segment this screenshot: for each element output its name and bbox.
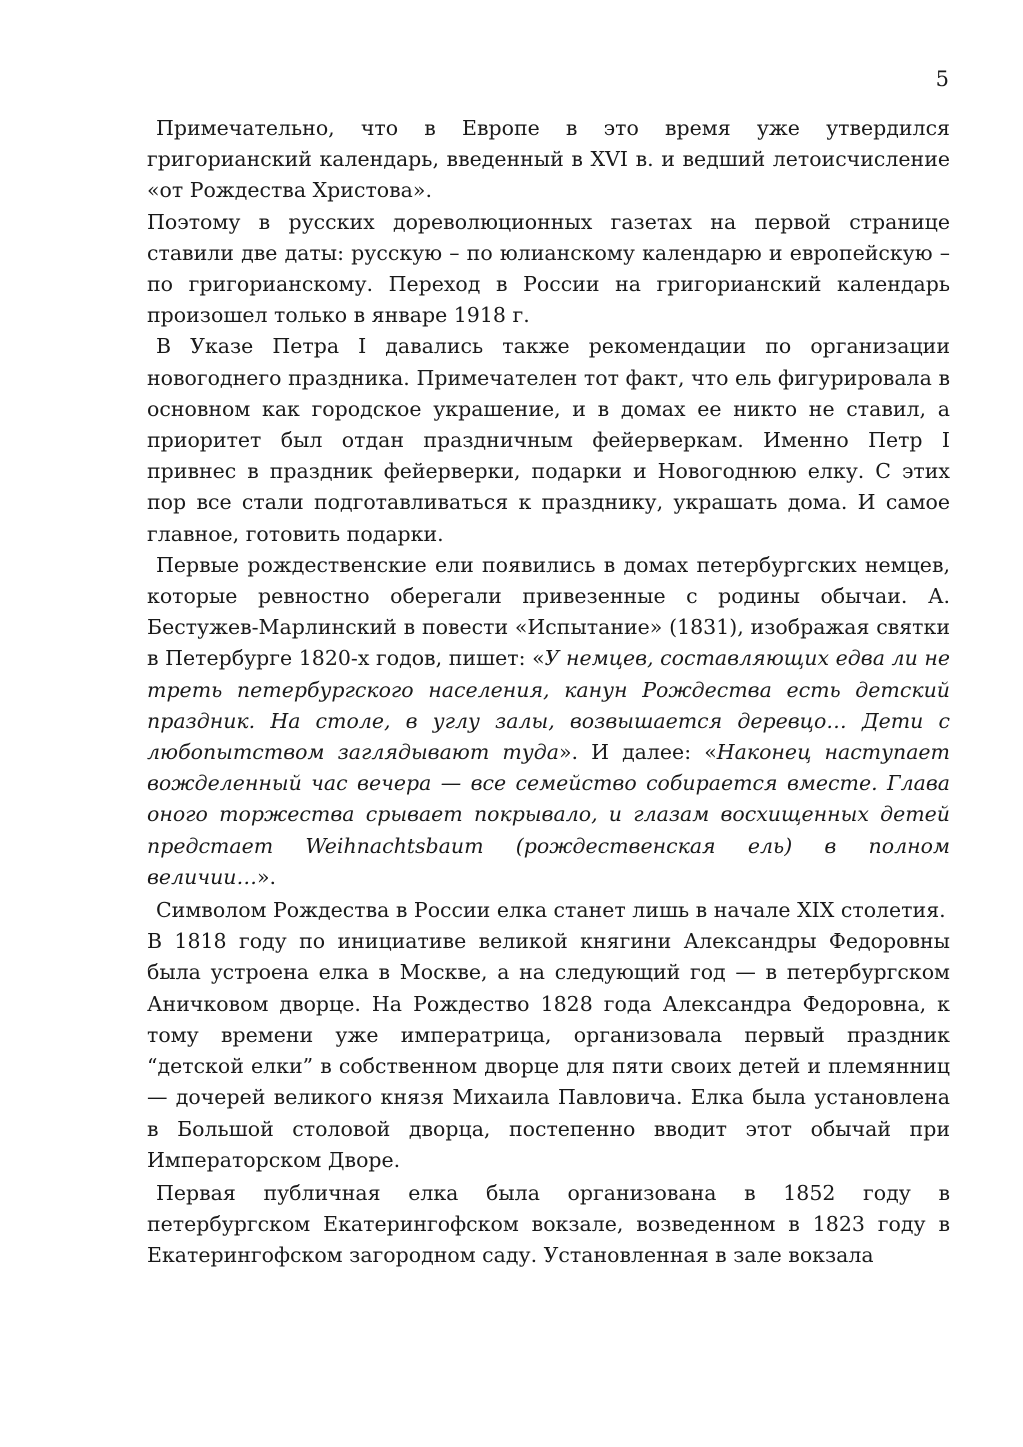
quotation: У немцев, составляющих едва ли не треть петербургского населения, канун Рождества есть детский праздник. На столе, в углу залы, возвышается деревцо… Дети с любопытством заглядывают туда — [147, 646, 951, 765]
paragraph-text: Первые рождественские ели появились в домах петербургских немцев, которые ревностно оберегали привезенные с родины обычаи. А. Бестужев-Марлинский в повести «Испытание» (1831), изображая святки в Петербурге 1820-х годов, пишет: « — [147, 552, 950, 671]
paragraph-first-public-tree: Первая публичная елка была организована в 1852 году в петербургском Екатерингофском вокзале, возведенном в 1823 году в Екатерингофском загородном саду. Установленная в зале вокзала — [147, 1180, 950, 1268]
paragraph-peter-decree: В Указе Петра I давались также рекомендации по организации новогоднего праздника. Примечателен тот факт, что ель фигурировала в основном как городское украшение, и в домах ее никто не ставил, а приоритет был отдан праздничным фейерверкам. Именно Петр I привнес в праздник фейерверки, подарки и Новогоднюю елку. С этих пор все стали подготавливаться к празднику, украшать дома. И самое главное, готовить подарки. — [147, 334, 950, 546]
paragraph-first-christmas-trees — [147, 550, 950, 893]
paragraph-two-dates: Поэтому в русских дореволюционных газетах на первой странице ставили две даты: русскую – по юлианскому календарю и европейскую – по григорианскому. Переход в России на григорианский календарь произошел только в январе 1918 г. — [147, 209, 950, 328]
page-number: 5 — [935, 67, 949, 91]
paragraph-gregorian-calendar: Примечательно, что в Европе в это время уже утвердился григорианский календарь, введенный в XVI в. и ведший летоисчисление «от Рождества Христова». — [147, 116, 950, 203]
paragraph-text: ». И далее: « — [558, 740, 717, 765]
paragraph-text: ». — [256, 864, 277, 889]
paragraph-1818-tree: В 1818 году по инициативе великой княгини Александры Федоровны была устроена елка в Москве, а на следующий год — в петербургском Аничковом дворце. На Рождество 1828 года Александра Федоровна, к тому времени уже императрица, организовала первый праздник “детской елки” в собственном дворце для пяти своих детей и племянниц — дочерей великого князя Михаила Павловича. Елка была установлена в Большой столовой дворца, постепенно вводит этот обычай при Императорском Дворе. — [147, 929, 950, 1172]
document-body — [147, 113, 950, 1272]
quotation: Наконец наступает вожделенный час вечера — все семейство собирается вместе. Глава оного торжества срывает покрывало, и глазам восхищенных детей предстает Weihnachtsbaum (рождественская ель) в полном величии… — [147, 740, 950, 889]
paragraph-symbol-of-christmas: Символом Рождества в России елка станет лишь в начале XIX столетия. — [156, 898, 946, 923]
